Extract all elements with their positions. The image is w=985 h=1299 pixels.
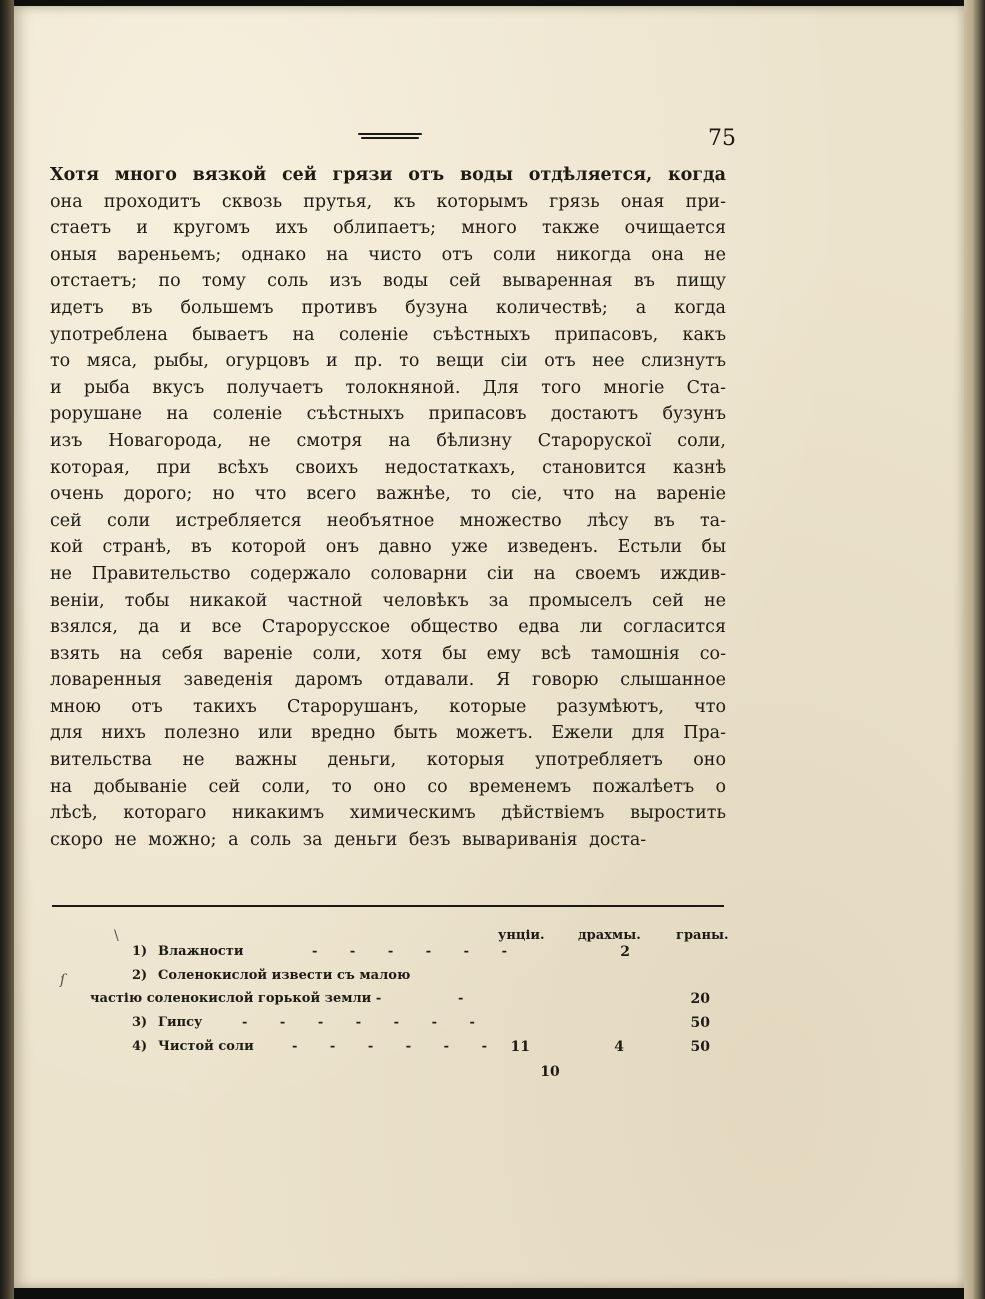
text-line: мною отъ такихъ Старорушанъ, которые разумѣютъ, что — [50, 696, 726, 717]
table-row — [90, 941, 740, 963]
row-number: 2) — [132, 968, 148, 983]
value-uncii: 11 — [510, 1039, 530, 1055]
text-line: кой странѣ, въ которой онъ давно уже изведенъ. Естьли бы — [50, 537, 726, 558]
text-line: ловаренныя заведенія даромъ отдавали. Я говорю слышанное — [50, 670, 726, 691]
book-binding-shadow — [0, 0, 14, 1299]
header-ornament-rule — [358, 133, 422, 139]
text-line: то мяса, рыбы, огурцовъ и пр. то вещи сіи отъ нее слизнутъ — [50, 351, 726, 372]
leader-dots: - — [458, 991, 478, 1006]
text-line: изъ Новагорода, не смотря на бѣлизну Старорускої соли, — [50, 430, 726, 451]
table-row — [90, 965, 740, 987]
row-label: Влажности — [158, 944, 244, 959]
text-line: для нихъ полезно или вредно быть можетъ. Ежели для Пра- — [50, 723, 726, 744]
value-drachmy: 2 — [620, 944, 630, 960]
table-row — [90, 1036, 740, 1058]
text-line: скоро не можно; а соль за деньги безъ вывариванія доста- — [50, 829, 647, 850]
text-line: не Правительство содержало соловарни сіи на своемъ иждив- — [50, 563, 726, 584]
leader-dots: - - - - - - - — [242, 1015, 489, 1030]
page-number: 75 — [708, 126, 736, 151]
body-paragraph — [50, 162, 726, 853]
text-line: очень дорого; но что всего важнѣе, то сіе, что на вареніе — [50, 484, 726, 505]
text-line: взялся, да и все Старорусское общество едва ли согласится — [50, 617, 726, 638]
text-line: отстаетъ; по тому соль изъ воды сей вываренная въ пищу — [50, 271, 726, 292]
row-number: 3) — [132, 1015, 148, 1030]
column-header-uncii: унціи. — [498, 928, 545, 943]
total-value: 10 — [540, 1064, 560, 1080]
value-grany: 20 — [690, 991, 710, 1007]
table-row — [90, 1012, 740, 1034]
row-label: частію соленокислой горькой земли - — [90, 991, 382, 1006]
text-line: стаетъ и кругомъ ихъ облипаетъ; много также очищается — [50, 218, 726, 239]
text-line: рорушане на соленіе съѣстныхъ припасовъ достаютъ бузунъ — [50, 404, 726, 425]
text-line: на добываніе сей соли, то оно со временемъ пожалѣетъ о — [50, 776, 726, 797]
text-line: лѣсѣ, котораго никакимъ химическимъ дѣйствіемъ выростить — [50, 803, 726, 824]
pencil-mark: \ — [114, 928, 119, 944]
text-line: вительства не важны деньги, которыя употребляетъ оно — [50, 750, 726, 771]
column-header-drachmy: драхмы. — [578, 928, 641, 943]
value-grany: 50 — [690, 1039, 710, 1055]
text-line: и рыба вкусъ получаетъ толокняной. Для того многіе Ста- — [50, 377, 726, 398]
row-label: Чистой соли — [158, 1039, 254, 1054]
text-line: она проходитъ сквозь прутья, къ которымъ грязь оная при- — [50, 191, 726, 212]
row-number: 1) — [132, 944, 148, 959]
text-line: веніи, тобы никакой частной человѣкъ за промыселъ сей не — [50, 590, 726, 611]
page-edge — [964, 0, 985, 1299]
text-line: идетъ въ большемъ противъ бузуна количествѣ; а когда — [50, 297, 726, 318]
text-line: употреблена бываетъ на соленіе съѣстныхъ припасовъ, какъ — [50, 324, 726, 345]
value-drachmy: 4 — [614, 1039, 624, 1055]
row-label: Гипсу — [158, 1015, 203, 1030]
text-line: сей соли истребляется необъятное множество лѣсу въ та- — [50, 510, 726, 531]
leader-dots: - - - - - - — [292, 1039, 502, 1054]
footnote-separator — [52, 905, 724, 907]
leader-dots: - - - - - - — [312, 944, 522, 959]
pencil-mark: ſ — [60, 972, 66, 988]
text-line: которая, при всѣхъ своихъ недостаткахъ, становится казнѣ — [50, 457, 726, 478]
row-number: 4) — [132, 1039, 148, 1054]
text-line: оныя вареньемъ; однако на чисто отъ соли никогда она не — [50, 244, 726, 265]
text-line: Хотя много вязкой сей грязи отъ воды отдѣляется, когда — [50, 165, 726, 185]
row-label: Соленокислой извести съ малою — [158, 968, 411, 983]
text-line: взять на себя вареніе соли, хотя бы ему всѣ тамошнія со- — [50, 643, 726, 664]
table-row — [90, 988, 740, 1010]
value-grany: 50 — [690, 1015, 710, 1031]
column-header-grany: граны. — [676, 928, 729, 943]
